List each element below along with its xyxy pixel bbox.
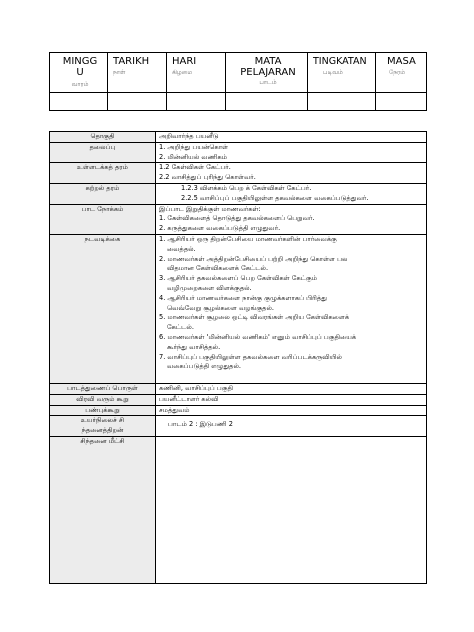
value-panbu: சமத்துவம் <box>156 405 427 416</box>
header-value-hari <box>167 93 226 111</box>
nokkam-item: 2. கருத்துகளை வகைப்படுத்தி எழுதுவர். <box>159 224 281 233</box>
value-nokkam <box>156 204 427 234</box>
value-thunai: கணினி, வாசிப்புப் பகுதி <box>156 383 427 394</box>
thalaippu-item: 1. அறிந்து பயன்கொள் <box>159 142 229 151</box>
header-value-mata-pelajaran <box>226 93 308 111</box>
header-masa-label: MASA <box>387 56 416 67</box>
value-nadavadikkai <box>156 234 427 383</box>
label-paadathunai-porul: பாடத்துணைப் பொருள் <box>50 383 156 394</box>
step-line: வெவ்வேறு சூழல்களை வழங்குதல். <box>167 303 275 312</box>
header-tarikh-tamil: நாள் <box>113 69 126 76</box>
step-line: 4. ஆசிரியர் மாணவர்களை நான்கு குழுக்களாகப் பிரித்து <box>159 293 327 302</box>
header-value-minggu <box>50 93 108 111</box>
step-line: 3. ஆசிரியர் தகவல்களைப் பெற கேள்விகள் கேட்கும் <box>159 274 318 283</box>
step-line: வகைப்படுத்தி எழுதுதல். <box>167 362 242 371</box>
row-katral <box>50 183 427 204</box>
header-hari-label: HARI <box>172 56 197 67</box>
value-ulladakka <box>156 163 427 184</box>
header-cell-tingkatan <box>308 53 376 93</box>
header-minggu-label: MINGG U <box>62 56 98 78</box>
header-cell-tarikh <box>108 53 167 93</box>
row-thoguthi <box>50 132 427 143</box>
label-katral-tharam: கற்றல் தரம் <box>50 183 156 204</box>
value-viravi: பயனீட்டாளர் கல்வி <box>156 394 427 405</box>
row-ulladakka <box>50 163 427 184</box>
label-nadavadikkai: நடவடிக்கை <box>50 234 156 383</box>
step-line: வழிமுறைகளை விளக்குதல். <box>167 283 252 292</box>
step-line: வைத்தல். <box>167 244 196 253</box>
step-line: 1. ஆசிரியர் ஒரு திறன்பேசியை மாணவர்களின் பார்வைக்கு <box>159 234 337 243</box>
step-line: 5. மாணவர்கள் சூழலை ஒட்டி விவரங்கள் அறிய கேள்விகளைக் <box>159 313 350 322</box>
step-line: கேட்டல். <box>167 323 194 332</box>
ulladakka-item: 2.2 வாசித்துப் புரிந்து கொள்வர். <box>159 173 256 182</box>
nokkam-item: 1. கேள்விகளைத் தொடுத்து தகவல்களைப் பெறுவர். <box>159 214 315 223</box>
header-hari-tamil: கிழமை <box>172 69 193 76</box>
value-uyar: பாடம் 2 : இடுபணி 2 <box>156 416 427 437</box>
thalaippu-item: 2. மின்னியல் வணிகம் <box>159 152 228 161</box>
header-cell-minggu <box>50 53 108 93</box>
row-thalaippu <box>50 142 427 163</box>
label-sinthanai-meetchi: சிந்தனை மீட்சி <box>50 437 156 584</box>
header-value-masa <box>376 93 427 111</box>
label-thalaippu: தலைப்பு <box>50 142 156 163</box>
step-line: விதமான கேள்விகளைக் கேட்டல். <box>167 264 269 273</box>
lesson-plan-table <box>49 131 427 584</box>
step-line: 6. மாணவர்கள் 'மின்னியல் வணிகம்' எனும் வாசிப்புப் பகுதியைக் <box>159 332 357 341</box>
header-mata-pelajaran-label: MATA PELAJARAN <box>240 56 296 78</box>
katral-item: 1.2.3 விளக்கம் பெற க் கேள்விகள் கேட்பர். <box>181 183 312 192</box>
row-meetchi <box>50 437 427 584</box>
row-viravi <box>50 394 427 405</box>
header-tarikh-label: TARIKH <box>113 56 150 67</box>
label-uyarnilai-sinthanai: உயர்நிலைச் சி ந்தனைத்திறன் <box>50 416 156 437</box>
header-cell-masa <box>376 53 427 93</box>
row-uyar <box>50 416 427 437</box>
header-table <box>49 52 427 111</box>
ulladakka-item: 1.2 கேள்விகள் கேட்பர். <box>159 163 231 172</box>
value-thoguthi: அறிவார்ந்த பயனீடு <box>156 132 427 143</box>
header-cell-hari <box>167 53 226 93</box>
header-value-tarikh <box>108 93 167 111</box>
header-tingkatan-tamil: படிவம் <box>323 69 343 76</box>
katral-item: 2.2.5 வாசிப்புப் பகுதியிலுள்ள தகவல்களை வகைப்படுத்துவர். <box>181 193 369 202</box>
nokkam-intro: இப்பாட இறுதிக்குள் மாணவர்கள்: <box>159 204 261 213</box>
header-masa-tamil: நேரம் <box>389 69 406 76</box>
header-tingkatan-label: TINGKATAN <box>313 56 367 67</box>
value-thalaippu <box>156 142 427 163</box>
value-meetchi <box>156 437 427 584</box>
header-cell-mata-pelajaran <box>226 53 308 93</box>
row-nadavadikkai <box>50 234 427 383</box>
row-panbu <box>50 405 427 416</box>
value-katral <box>156 183 427 204</box>
label-viravi-varum-kooru: விரவி வரும் கூறு <box>50 394 156 405</box>
row-nokkam <box>50 204 427 234</box>
header-mata-pelajaran-tamil: பாடம் <box>259 79 277 86</box>
row-thunai <box>50 383 427 394</box>
label-thoguthi: தொகுதி <box>50 132 156 143</box>
step-line: 2. மாணவர்கள் அத்திறன்பேசியைப் பற்றி அறிந்து கொள்ள பல <box>159 254 348 263</box>
label-paada-nokkam: பாட நோக்கம் <box>50 204 156 234</box>
step-line: கூர்ந்து வாசித்தல். <box>167 342 221 351</box>
label-panbukkooru: பண்புக்கூறு <box>50 405 156 416</box>
step-line: 7. வாசிப்புப் பகுதியிலுள்ள தகவல்களை வரிப்படக்கருவியில் <box>159 352 343 361</box>
label-ulladakka-tharam: உள்ளடக்கத் தரம் <box>50 163 156 184</box>
header-minggu-tamil: வாரம் <box>71 81 89 88</box>
header-value-tingkatan <box>308 93 376 111</box>
